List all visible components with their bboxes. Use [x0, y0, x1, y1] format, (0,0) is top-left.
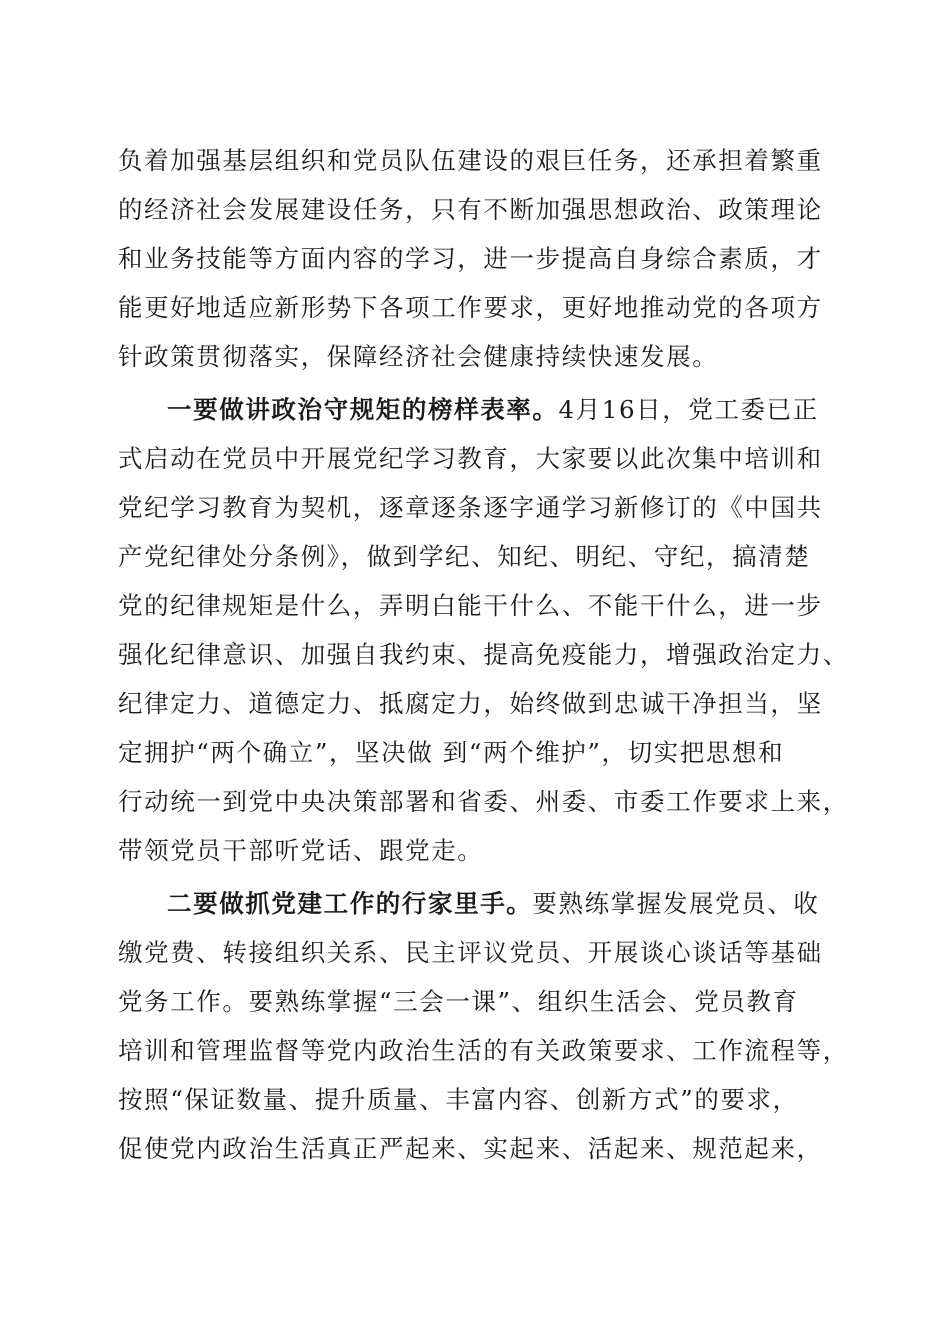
text-line: 式启动在党员中开展党纪学习教育，大家要以此次集中培训和	[118, 444, 823, 473]
text-line: 负着加强基层组织和党员队伍建设的艰巨任务，还承担着繁重	[118, 146, 823, 175]
text-line: 党务工作。要熟练掌握“三会一课”、组织生活会、党员教育	[118, 987, 799, 1016]
text-line: 的经济社会发展建设任务，只有不断加强思想政治、政策理论	[118, 195, 823, 224]
text-line: 党的纪律规矩是什么，弄明白能干什么、不能干什么，进一步	[118, 591, 823, 620]
paragraph-politics	[118, 385, 849, 875]
text-line: 带领党员干部听党话、跟党走。	[118, 836, 484, 865]
text-line: 产党纪律处分条例》，做到学纪、知纪、明纪、守纪，搞清楚	[118, 542, 811, 571]
text-line: 按照“保证数量、提升质量、丰富内容、创新方式”的要求，	[118, 1085, 799, 1114]
text-line: 强化纪律意识、加强自我约束、提高免疫能力，增强政治定力、	[118, 640, 849, 669]
text-line: 针政策贯彻落实，保障经济社会健康持续快速发展。	[118, 342, 719, 371]
text-line: 党纪学习教育为契机，逐章逐条逐字通学习新修订的《中国共	[118, 493, 823, 522]
text-line: 纪律定力、道德定力、抵腐定力，始终做到忠诚干净担当，坚	[118, 689, 823, 718]
paragraph-first-line	[118, 879, 832, 928]
text-line: 定拥护“两个确立”，坚决做 到“两个维护”，切实把思想和	[118, 738, 785, 767]
paragraph-heading: 一要做讲政治守规矩的榜样表率。	[167, 395, 559, 424]
text-line: 和业务技能等方面内容的学习，进一步提高自身综合素质，才	[118, 244, 823, 273]
text-fragment: 要熟练掌握发展党员、收	[532, 889, 820, 918]
text-line: 行动统一到党中央决策部署和省委、州委、市委工作要求上来，	[118, 787, 849, 816]
text-line: 能更好地适应新形势下各项工作要求，更好地推动党的各项方	[118, 293, 823, 322]
paragraph-first-line	[118, 385, 832, 434]
document-body	[118, 136, 849, 1173]
paragraph-heading: 二要做抓党建工作的行家里手。	[167, 889, 533, 918]
paragraph-party-building	[118, 879, 849, 1173]
text-line: 培训和管理监督等党内政治生活的有关政策要求、工作流程等，	[118, 1036, 849, 1065]
text-fragment: 4月16日，党工委已正	[558, 395, 819, 424]
paragraph-continuation	[118, 136, 832, 381]
text-line: 促使党内政治生活真正严起来、实起来、活起来、规范起来，	[118, 1134, 823, 1163]
text-line: 缴党费、转接组织关系、民主评议党员、开展谈心谈话等基础	[118, 938, 823, 967]
